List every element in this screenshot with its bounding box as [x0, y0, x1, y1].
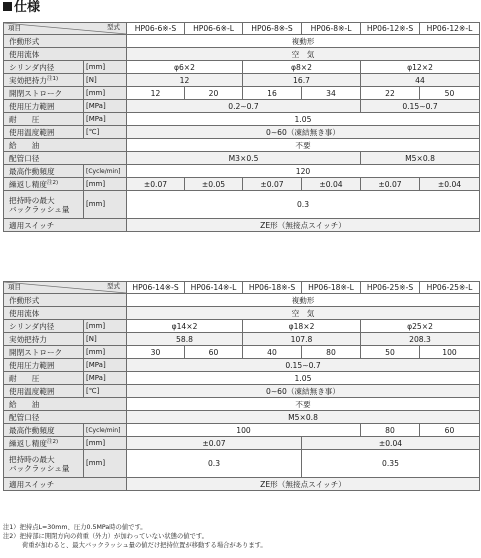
footnote: 荷重が加わると、最大バックラッシュ量の値だけ把持位置が移動する場合があります。	[3, 542, 267, 549]
model-cell: HP06-12※-L	[420, 23, 480, 35]
table-row: 繰返し精度$^{注2)}$ [mm] ±0.07 ±0.05 ±0.07 ±0.04 ±0.07 ±0.04	[4, 178, 480, 191]
table-row: 使用温度範囲 [℃] 0∼60（凍結無き事）	[4, 385, 480, 398]
table-row: 使用温度範囲 [℃] 0∼60（凍結無き事）	[4, 126, 480, 139]
model-cell: HP06-25※-L	[420, 282, 480, 294]
table-row: 使用圧力範囲 [MPa] 0.2∼0.7 0.15∼0.7	[4, 100, 480, 113]
corner-cell: 項目 型式	[4, 282, 127, 294]
table-row: 使用流体 空 気	[4, 307, 480, 320]
table-row: 作動形式 複動形	[4, 294, 480, 307]
spec-table-1	[3, 22, 480, 232]
table-header-row	[4, 23, 480, 35]
table-row: 耐 圧 [MPa] 1.05	[4, 372, 480, 385]
table-row: 最高作動頻度 [Cycle/min] 120	[4, 165, 480, 178]
table-row: 配管口径 M3×0.5 M5×0.8	[4, 152, 480, 165]
spec-table-2	[3, 281, 480, 491]
table-row: 適用スイッチ ZE形（無接点スイッチ）	[4, 219, 480, 232]
table-row: 適用スイッチ ZE形（無接点スイッチ）	[4, 478, 480, 491]
model-cell: HP06-14※-S	[127, 282, 185, 294]
table-row: 繰返し精度$^{注2)}$ [mm] ±0.07 ±0.04	[4, 437, 480, 450]
table-row: 耐 圧 [MPa] 1.05	[4, 113, 480, 126]
model-cell: HP06-6※-L	[185, 23, 243, 35]
table-row: 把持時の最大 バックラッシュ量 [mm] 0.3	[4, 191, 480, 219]
model-cell: HP06-14※-L	[185, 282, 243, 294]
table-row: 最高作動頻度 [Cycle/min] 100 80 60	[4, 424, 480, 437]
table-row: 実効把持力 [N] 58.8 107.8 208.3	[4, 333, 480, 346]
table-row: 把持時の最大 バックラッシュ量 [mm] 0.3 0.35	[4, 450, 480, 478]
model-cell: HP06-18※-S	[243, 282, 302, 294]
model-cell: HP06-8※-S	[243, 23, 302, 35]
model-cell: HP06-8※-L	[302, 23, 361, 35]
footnotes	[3, 523, 267, 550]
table-row: 開閉ストローク [mm] 30 60 40 80 50 100	[4, 346, 480, 359]
table-row: 開閉ストローク [mm] 12 20 16 34 22 50	[4, 87, 480, 100]
model-cell: HP06-12※-S	[361, 23, 420, 35]
table-row: 配管口径 M5×0.8	[4, 411, 480, 424]
table-row: 給 油 不要	[4, 398, 480, 411]
footnote: 注2）把持部に開閉方向の荷重（外力）が加わっていない状態の値です。	[3, 533, 208, 540]
section-heading: 仕様	[3, 1, 40, 15]
table-row: 作動形式 複動形	[4, 35, 480, 48]
table-row: シリンダ内径 [mm] φ14×2 φ18×2 φ25×2	[4, 320, 480, 333]
table-row: 給 油 不要	[4, 139, 480, 152]
footnote: 注1）把持点L=30mm、圧力0.5MPa時の値です。	[3, 524, 147, 531]
corner-cell: 項目 型式	[4, 23, 127, 35]
table-row: 使用流体 空 気	[4, 48, 480, 61]
model-cell: HP06-6※-S	[127, 23, 185, 35]
model-cell: HP06-25※-S	[361, 282, 420, 294]
table-row: 実効把持力$^{注1)}$ [N] 12 16.7 44	[4, 74, 480, 87]
table-row: シリンダ内径 [mm] φ6×2 φ8×2 φ12×2	[4, 61, 480, 74]
model-cell: HP06-18※-L	[302, 282, 361, 294]
black-square-icon	[3, 2, 12, 11]
table-row: 使用圧力範囲 [MPa] 0.15∼0.7	[4, 359, 480, 372]
table-header-row	[4, 282, 480, 294]
